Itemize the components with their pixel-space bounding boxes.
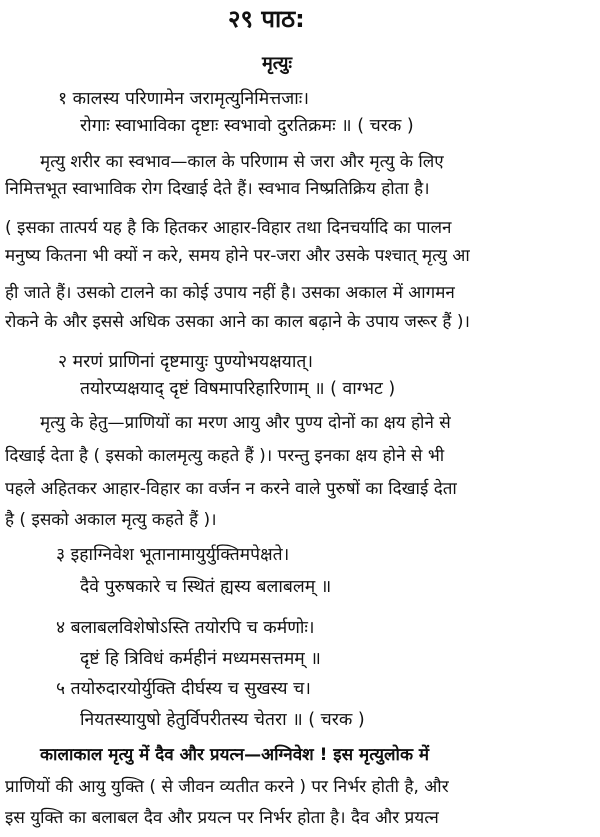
verse-2-line-1: २ मरणं प्राणिनां दृष्टमायुः पुण्योभयक्षयात्। <box>58 352 313 372</box>
verse-2-line-2: तयोरप्यक्षयाद् दृष्टं विषमापरिहारिणाम् ॥ ( वाग्भट ) <box>80 379 396 399</box>
verse-1-line-1: १ कालस्य परिणामेन जरामृत्युनिमित्तजाः। <box>58 89 309 109</box>
verse-5-line-1: ५ तयोरुदारयोर्युक्ति दीर्घस्य च सुखस्य च। <box>56 679 311 699</box>
para-2-line-4: है ( इसको अकाल मृत्यु कहते हैं )। <box>5 510 217 530</box>
para-1-line-2: निमित्तभूत स्वाभाविक रोग दिखाई देते हैं। स्वभाव निष्प्रतिक्रिय होता है। <box>5 179 430 199</box>
para-3-line-1: कालाकाल मृत्यु में दैव और प्रयत्न—अग्निवेश ! इस मृत्युलोक में <box>40 745 430 765</box>
para-1-line-3: ( इसका तात्पर्य यह है कि हितकर आहार-विहार तथा दिनचर्यादि का पालन <box>5 218 452 238</box>
verse-4-line-2: दृष्टं हि त्रिविधं कर्महीनं मध्यमसत्तमम् ॥ <box>80 649 321 669</box>
para-1-line-4: मनुष्य कितना भी क्यों न करे, समय होने पर-जरा और उसके पश्चात् मृत्यु आ <box>5 246 470 266</box>
para-3-line-2: प्राणियों की आयु युक्ति ( से जीवन व्यतीत करने ) पर निर्भर होती है, और <box>5 777 449 797</box>
verse-5-line-2: नियतस्यायुषो हेतुर्विपरीतस्य चेतरा ॥ ( चरक ) <box>80 710 365 730</box>
para-2-line-1: मृत्यु के हेतु—प्राणियों का मरण आयु और पुण्य दोनों का क्षय होने से <box>40 413 451 433</box>
verse-4-line-1: ४ बलाबलविशेषोऽस्ति तयोरपि च कर्मणोः। <box>56 618 315 638</box>
verse-3-line-2: दैवे पुरुषकारे च स्थितं ह्यस्य बलाबलम् ॥ <box>80 577 332 597</box>
para-2-line-2: दिखाई देता है ( इसको कालमृत्यु कहते हैं )। परन्तु इनका क्षय होने से भी <box>5 446 445 466</box>
para-2-line-3: पहले अहितकर आहार-विहार का वर्जन न करने वाले पुरुषों का दिखाई देता <box>5 479 457 499</box>
section-heading: मृत्युः <box>262 53 293 74</box>
para-1-line-5: ही जाते हैं। उसको टालने का कोई उपाय नहीं है। उसका अकाल में आगमन <box>5 283 455 303</box>
verse-1-line-2: रोगाः स्वाभाविका दृष्टाः स्वभावो दुरतिक्रमः ॥ ( चरक ) <box>80 116 414 136</box>
verse-3-line-1: ३ इहाग्निवेश भूतानामायुर्युक्तिमपेक्षते। <box>56 545 290 565</box>
para-1-line-1: मृत्यु शरीर का स्वभाव—काल के परिणाम से जरा और मृत्यु के लिए <box>40 152 444 172</box>
lesson-title: २९ पाठ: <box>228 5 305 33</box>
para-1-line-6: रोकने के और इससे अधिक उसका आने का काल बढ़ाने के उपाय जरूर हैं )। <box>5 312 470 332</box>
para-3-line-3: इस युक्ति का बलाबल दैव और प्रयत्न पर निर्भर होता है। दैव और प्रयत्न <box>5 808 439 828</box>
